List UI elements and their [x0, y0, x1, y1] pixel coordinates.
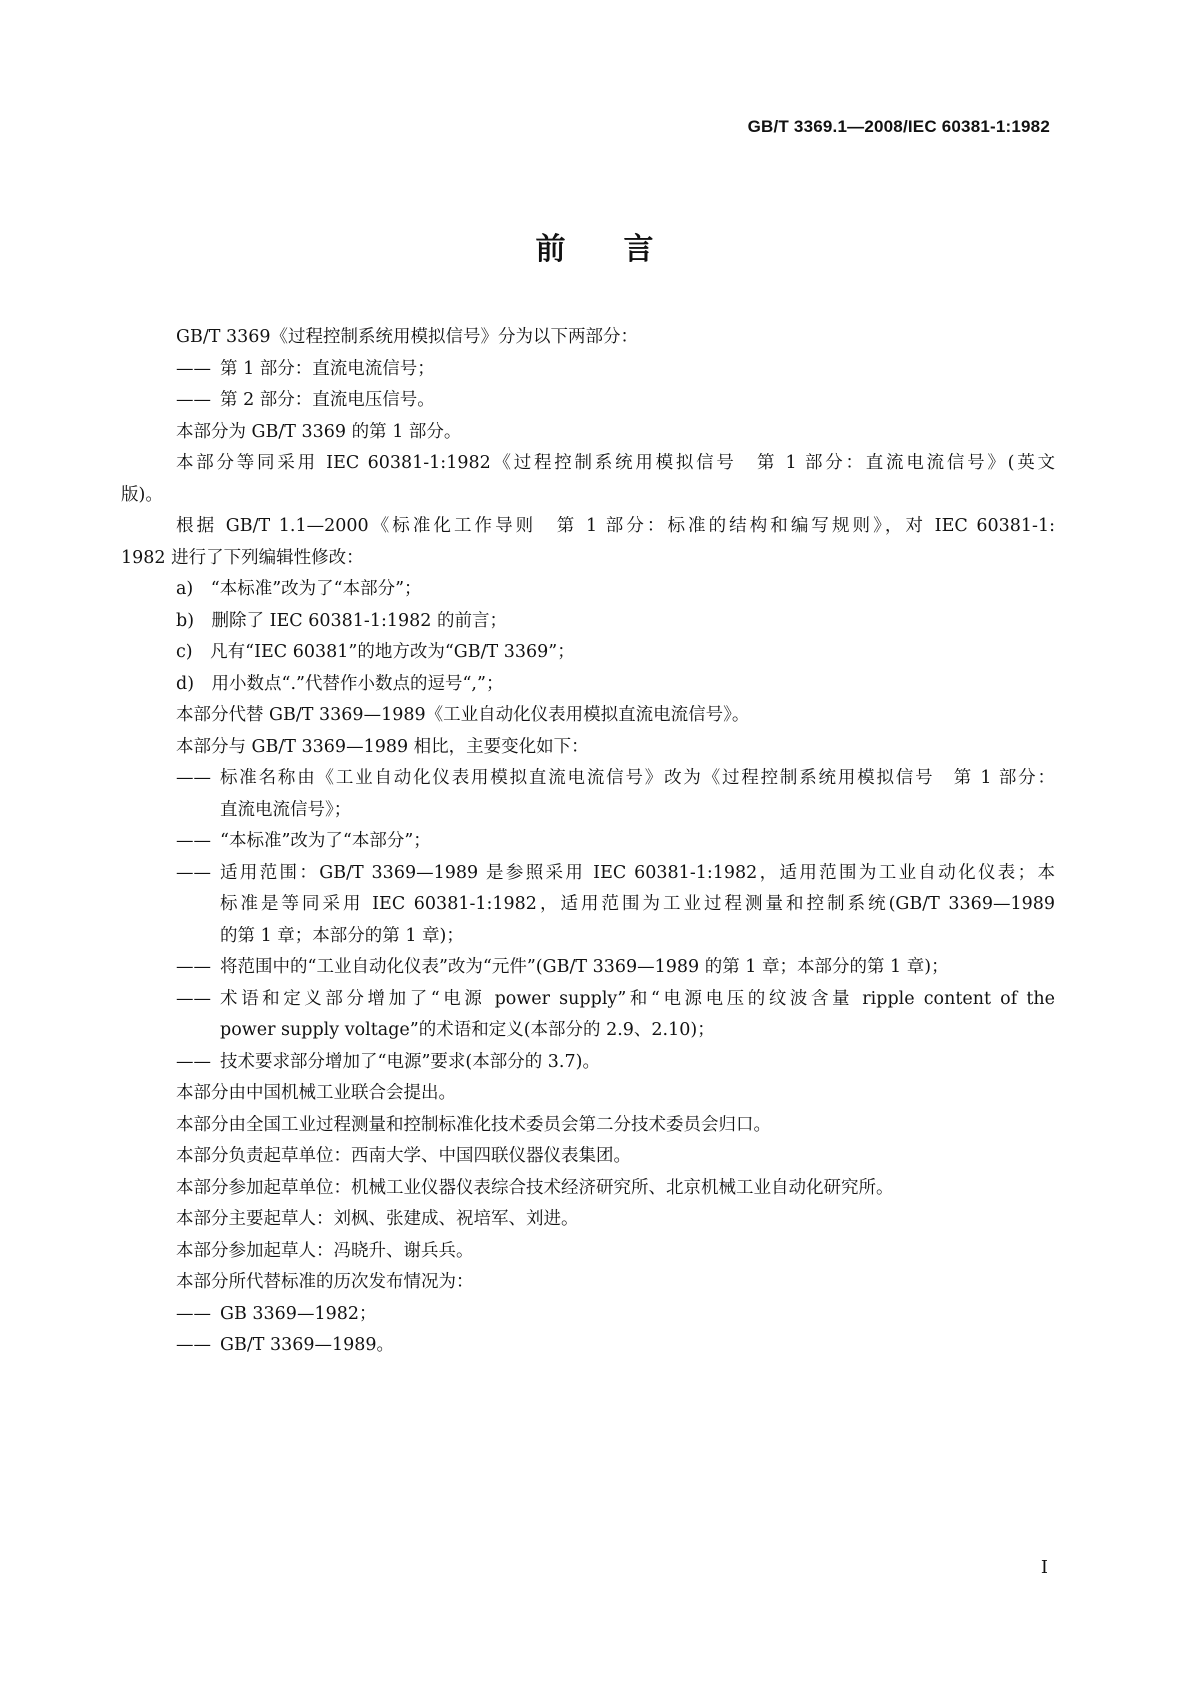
- list-item-text: 标准名称由《工业自动化仪表用模拟直流电流信号》改为《过程控制系统用模拟信号 第 1 部分：: [220, 768, 1055, 788]
- dash-mark: ——: [176, 358, 211, 379]
- list-item: [121, 826, 1055, 858]
- paragraph: GB/T 3369《过程控制系统用模拟信号》分为以下两部分：: [176, 327, 639, 347]
- list-item: [121, 385, 1055, 417]
- list-item-continuation: 直流电流信号》；: [220, 799, 352, 820]
- edit-item-b: b) 删除了 IEC 60381-1:1982 的前言；: [176, 610, 507, 631]
- list-item-text: GB/T 3369—1989。: [220, 1335, 395, 1355]
- dash-mark: ——: [176, 1303, 211, 1324]
- paragraph: 本部分所代替标准的历次发布情况为：: [176, 1272, 474, 1292]
- dash-mark: ——: [176, 768, 211, 788]
- dash-mark: ——: [176, 831, 211, 851]
- edit-item-a: a) “本标准”改为了“本部分”；: [176, 579, 422, 599]
- paragraph: 本部分为 GB/T 3369 的第 1 部分。: [176, 421, 462, 442]
- dash-mark: ——: [176, 1335, 211, 1355]
- list-item: [121, 1330, 1055, 1362]
- list-item: [121, 952, 1055, 984]
- list-item: [121, 763, 1055, 795]
- list-item-text: “本标准”改为了“本部分”；: [220, 831, 431, 851]
- list-item-continuation: 标准是等同采用 IEC 60381-1:1982，适用范围为工业过程测量和控制系统(GB/T 3369—1989: [220, 894, 1055, 914]
- paragraph-continuation: 1982 进行了下列编辑性修改：: [121, 547, 364, 568]
- list-item: [121, 1047, 1055, 1079]
- paragraph-continuation: 版)。: [121, 484, 163, 505]
- list-item-continuation: 的第 1 章；本部分的第 1 章)；: [220, 925, 464, 946]
- dash-mark: ——: [176, 957, 211, 977]
- dash-mark: ——: [176, 1051, 211, 1072]
- edit-item-d: d) 用小数点“.”代替作小数点的逗号“,”；: [176, 673, 504, 694]
- list-item: [121, 1299, 1055, 1331]
- dash-mark: ——: [176, 390, 211, 410]
- paragraph: 本部分由全国工业过程测量和控制标准化技术委员会第二分技术委员会归口。: [176, 1114, 771, 1135]
- standard-code-header: GB/T 3369.1—2008/IEC 60381-1:1982: [747, 117, 1050, 136]
- edit-item-c: c) 凡有“IEC 60381”的地方改为“GB/T 3369”；: [176, 642, 575, 662]
- list-item-text: 技术要求部分增加了“电源”要求(本部分的 3.7)。: [220, 1051, 600, 1072]
- dash-mark: ——: [176, 862, 211, 883]
- paragraph: 本部分负责起草单位：西南大学、中国四联仪器仪表集团。: [176, 1146, 631, 1166]
- list-item: [121, 858, 1055, 890]
- preface-body: [121, 322, 1055, 1362]
- list-item-text: 第 2 部分：直流电压信号。: [220, 390, 435, 410]
- paragraph: 本部分等同采用 IEC 60381-1:1982《过程控制系统用模拟信号 第 1 部分：直流电流信号》(英文: [176, 453, 1055, 473]
- page-title: [0, 224, 1191, 268]
- list-item: [121, 984, 1055, 1016]
- paragraph: 根据 GB/T 1.1—2000《标准化工作导则 第 1 部分：标准的结构和编写规则》，对 IEC 60381-1:: [176, 516, 1055, 536]
- title-char-1: 前: [535, 232, 568, 267]
- paragraph: 本部分参加起草单位：机械工业仪器仪表综合技术经济研究所、北京机械工业自动化研究所。: [176, 1177, 894, 1198]
- list-item: [121, 354, 1055, 386]
- paragraph: 本部分代替 GB/T 3369—1989《工业自动化仪表用模拟直流电流信号》。: [176, 705, 750, 725]
- paragraph: 本部分主要起草人：刘枫、张建成、祝培军、刘进。: [176, 1209, 579, 1229]
- paragraph: 本部分由中国机械工业联合会提出。: [176, 1083, 456, 1103]
- list-item-text: 将范围中的“工业自动化仪表”改为“元件”(GB/T 3369—1989 的第 1 章；本部分的第 1 章)；: [220, 957, 949, 977]
- paragraph: 本部分参加起草人：冯晓升、谢兵兵。: [176, 1240, 474, 1261]
- list-item-text: 第 1 部分：直流电流信号；: [220, 358, 435, 379]
- list-item-continuation: power supply voltage”的术语和定义(本部分的 2.9、2.10)；: [220, 1020, 715, 1040]
- list-item-text: 术语和定义部分增加了“电源 power supply”和“电源电压的纹波含量 ripple content of the: [220, 988, 1055, 1009]
- list-item-text: GB 3369—1982；: [220, 1303, 377, 1324]
- page-number: I: [1040, 1557, 1048, 1578]
- title-char-2: 言: [623, 232, 656, 267]
- dash-mark: ——: [176, 988, 211, 1009]
- paragraph: 本部分与 GB/T 3369—1989 相比，主要变化如下：: [176, 736, 589, 757]
- list-item-text: 适用范围：GB/T 3369—1989 是参照采用 IEC 60381-1:1982，适用范围为工业自动化仪表；本: [220, 862, 1055, 883]
